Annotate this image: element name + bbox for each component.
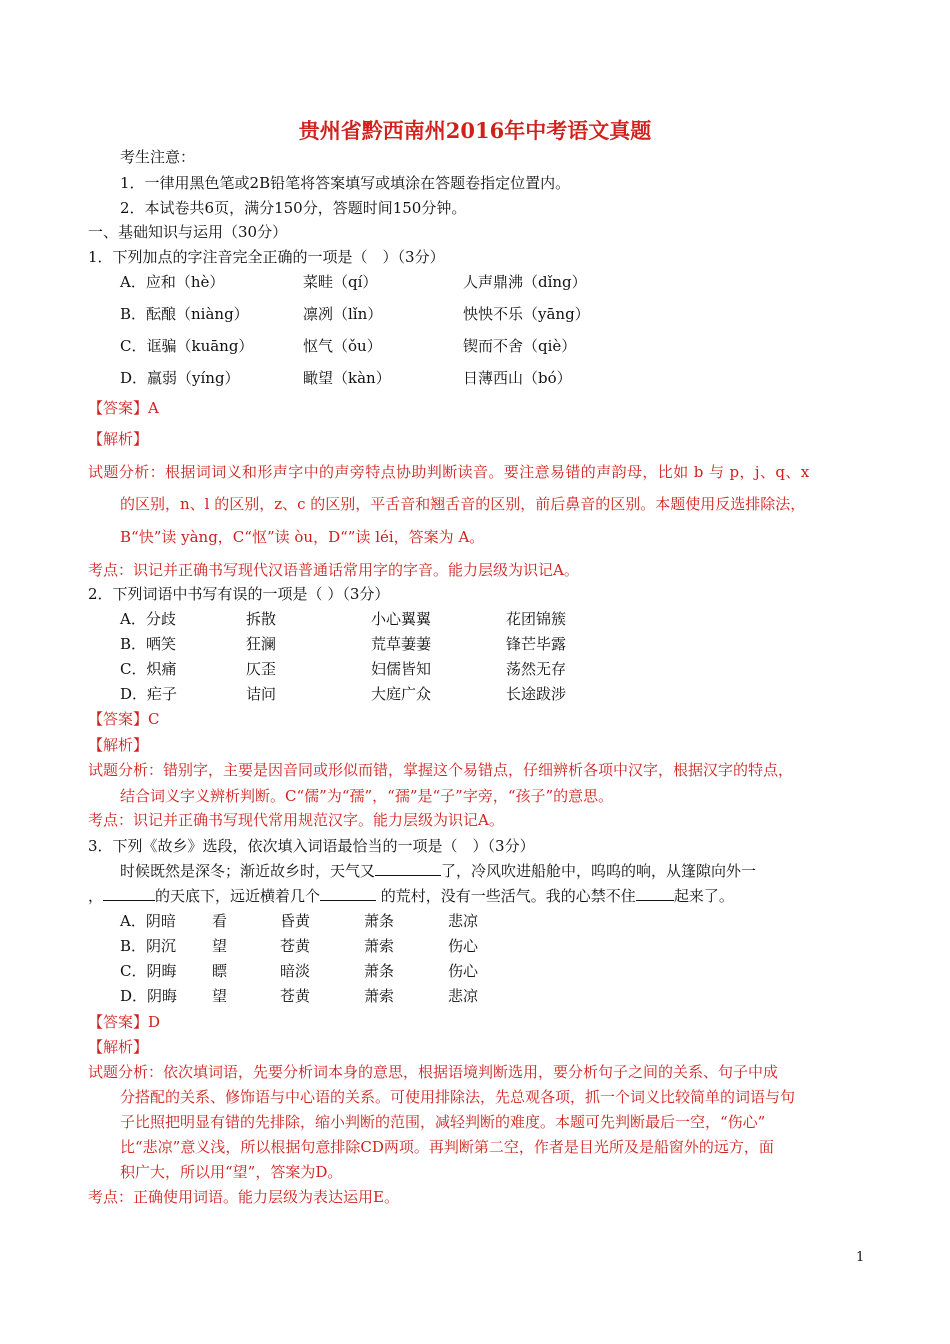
q3-passage-text: 了，冷风吹进船舱中，呜呜的响，从篷隙向外一 [441,862,757,880]
option-cell: 锲而不舍（qiè） [463,337,577,355]
q2-point: 考点：识记并正确书写现代常用规范汉字。能力层级为识记A。 [88,811,504,829]
option-cell: 荒草萋萋 [371,635,432,653]
q3-answer: 【答案】D [88,1013,161,1031]
option-cell: 菜畦（qí） [303,273,378,291]
option-cell: 妇儒皆知 [371,660,432,678]
q3-passage-line-2: ， 的天底下，远近横着几个 的荒村，没有一些活气。我的心禁不住 起来了。 [88,887,734,905]
option-cell: 拆散 [246,610,277,628]
q1-answer: 【答案】A [88,399,159,417]
q3-analysis-line-3: 子比照把明显有错的先排除，缩小判断的范围，减轻判断的难度。本题可先判断最后一空，“伤心” [120,1113,766,1131]
option-cell: 日薄西山（bó） [463,369,572,387]
option-cell: 昏黄 [280,912,311,930]
option-cell: D．阴晦 [120,987,178,1005]
option-cell: 长途跋涉 [506,685,567,703]
q2-analysis-line-1: 试题分析：错别字，主要是因音同或形似而错，掌握这个易错点，仔细辨析各项中汉字，根据汉字的特点， [88,761,794,779]
q3-analysis-line-2: 分搭配的关系、修饰语与中心语的关系。可使用排除法，先总观各项，抓一个词义比较简单的词语与句 [120,1088,796,1106]
option-cell: 凛冽（lǐn） [303,305,383,323]
q2-stem: 2．下列词语中书写有误的一项是（ ）（3分） [88,585,390,603]
option-cell: B．酝酿（niàng） [120,305,249,323]
q3-point: 考点：正确使用词语。能力层级为表达运用E。 [88,1188,399,1206]
option-cell: B．哂笑 [120,635,177,653]
option-cell: 瞟 [212,962,228,980]
section-heading: 一、基础知识与运用（30分） [88,223,288,241]
option-cell: 大庭广众 [371,685,432,703]
option-cell: 苍黄 [280,987,311,1005]
option-cell: 人声鼎沸（dǐng） [463,273,587,291]
option-cell: 花团锦簇 [506,610,567,628]
q1-analysis-line-3: B“快”读 yàng，C“怄”读 òu，D“”读 léi，答案为 A。 [120,528,485,546]
q3-analysis-head: 【解析】 [88,1038,149,1056]
option-cell: 看 [212,912,228,930]
q1-analysis-head: 【解析】 [88,430,149,448]
option-cell: B．阴沉 [120,937,177,955]
option-cell: D．疟子 [120,685,178,703]
notice-head: 考生注意： [120,148,196,166]
q1-analysis-line-1: 试题分析：根据词词义和形声字中的声旁特点协助判断读音。要注意易错的声韵母，比如 b 与 p，j、q、x [88,463,810,481]
option-cell: D．羸弱（yíng） [120,369,240,387]
page-title: 贵州省黔西南州2016年中考语文真题 [298,118,652,143]
fill-blank [320,886,376,901]
option-cell: 怏怏不乐（yāng） [463,305,590,323]
q2-answer: 【答案】C [88,710,160,728]
option-cell: C．阴晦 [120,962,177,980]
q3-passage-text: 起来了。 [673,887,734,905]
option-cell: 悲凉 [448,987,479,1005]
option-cell: A．分歧 [120,610,176,628]
option-cell: C．炽痛 [120,660,177,678]
option-cell: 萧索 [364,987,395,1005]
fill-blank [636,886,674,901]
option-cell: 伤心 [448,937,479,955]
q2-analysis-line-2: 结合词义字义辨析判断。C“儒”为“孺”，“孺”是“子”字旁，“孩子”的意思。 [120,787,614,805]
q3-analysis-line-5: 积广大，所以用“望”，答案为D。 [120,1163,343,1181]
option-cell: 狂澜 [246,635,277,653]
q1-stem: 1．下列加点的字注音完全正确的一项是（ ）（3分） [88,248,445,266]
q3-passage-line-1 [120,861,756,881]
option-cell: C．诓骗（kuāng） [120,337,254,355]
option-cell: 萧条 [364,912,395,930]
option-cell: 怄气（ǒu） [303,337,382,355]
notice-item-2: 2．本试卷共6页，满分150分，答题时间150分钟。 [120,199,467,217]
q2-analysis-head: 【解析】 [88,736,149,754]
fill-blank [375,861,441,876]
q3-passage-text: 时候既然是深冬；渐近故乡时，天气又 [120,862,376,880]
q3-passage-text: 的天底下，远近横着几个 [155,887,321,905]
q3-analysis-line-1: 试题分析：依次填词语，先要分析词本身的意思，根据语境判断选用，要分析句子之间的关系、句子中成 [88,1063,779,1081]
option-cell: 萧索 [364,937,395,955]
q3-analysis-line-4: 比“悲凉”意义浅，所以根据句意排除CD两项。再判断第二空，作者是目光所及是船窗外的远方，面 [120,1138,774,1156]
notice-item-1: 1．一律用黑色笔或2B铅笔将答案填写或填涂在答题卷指定位置内。 [120,174,571,192]
option-cell: A．阴暗 [120,912,176,930]
option-cell: A．应和（hè） [120,273,225,291]
option-cell: 仄歪 [246,660,277,678]
q3-passage-text: 的荒村，没有一些活气。我的心禁不住 [376,887,636,905]
option-cell: 望 [212,987,228,1005]
q1-point: 考点：识记并正确书写现代汉语普通话常用字的字音。能力层级为识记A。 [88,561,579,579]
option-cell: 诘问 [246,685,277,703]
option-cell: 苍黄 [280,937,311,955]
option-cell: 荡然无存 [506,660,567,678]
option-cell: 望 [212,937,228,955]
fill-blank [103,886,155,901]
option-cell: 萧条 [364,962,395,980]
option-cell: 悲凉 [448,912,479,930]
option-cell: 暗淡 [280,962,311,980]
q3-stem: 3．下列《故乡》选段，依次填入词语最恰当的一项是（ ）（3分） [88,837,535,855]
option-cell: 伤心 [448,962,479,980]
q1-analysis-line-2: 的区别，n、l 的区别，z、c 的区别，平舌音和翘舌音的区别，前后鼻音的区别。本题使用反选排除法， [120,495,806,513]
option-cell: 瞰望（kàn） [303,369,391,387]
page-number: 1 [856,1250,865,1265]
option-cell: 小心翼翼 [371,610,432,628]
option-cell: 锋芒毕露 [506,635,567,653]
